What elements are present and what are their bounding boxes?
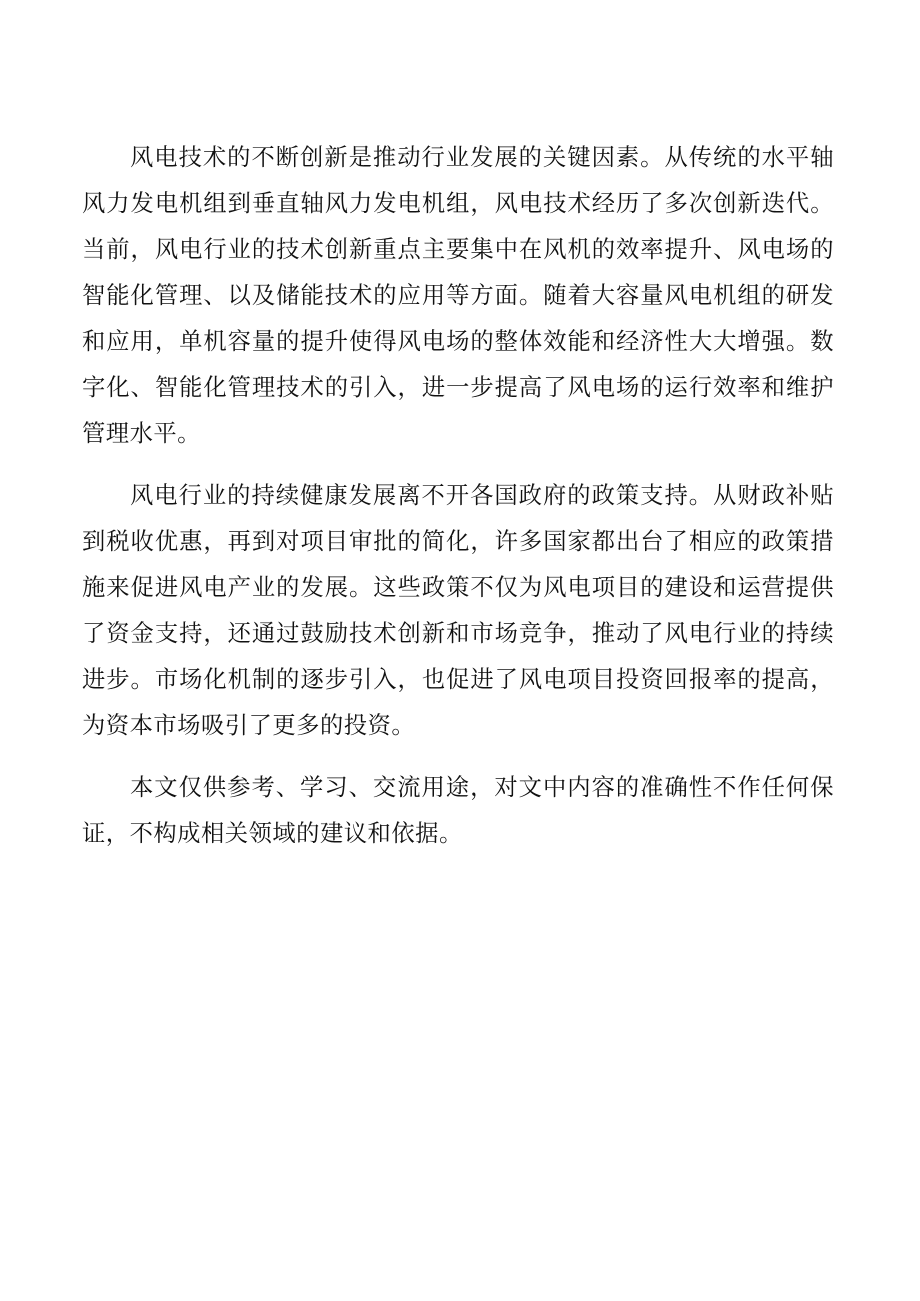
- document-body: [82, 135, 834, 873]
- paragraph-wind-tech-innovation: 风电技术的不断创新是推动行业发展的关键因素。从传统的水平轴风力发电机组到垂直轴风力发电机组，风电技术经历了多次创新迭代。当前，风电行业的技术创新重点主要集中在风机的效率提升、风电场的智能化管理、以及储能技术的应用等方面。随着大容量风电机组的研发和应用，单机容量的提升使得风电场的整体效能和经济性大大增强。数字化、智能化管理技术的引入，进一步提高了风电场的运行效率和维护管理水平。: [82, 144, 834, 447]
- paragraph-disclaimer: 本文仅供参考、学习、交流用途，对文中内容的准确性不作任何保证，不构成相关领域的建议和依据。: [82, 774, 834, 847]
- paragraph-policy-support: 风电行业的持续健康发展离不开各国政府的政策支持。从财政补贴到税收优惠，再到对项目审批的简化，许多国家都出台了相应的政策措施来促进风电产业的发展。这些政策不仅为风电项目的建设和运营提供了资金支持，还通过鼓励技术创新和市场竞争，推动了风电行业的持续进步。市场化机制的逐步引入，也促进了风电项目投资回报率的提高，为资本市场吸引了更多的投资。: [82, 482, 834, 739]
